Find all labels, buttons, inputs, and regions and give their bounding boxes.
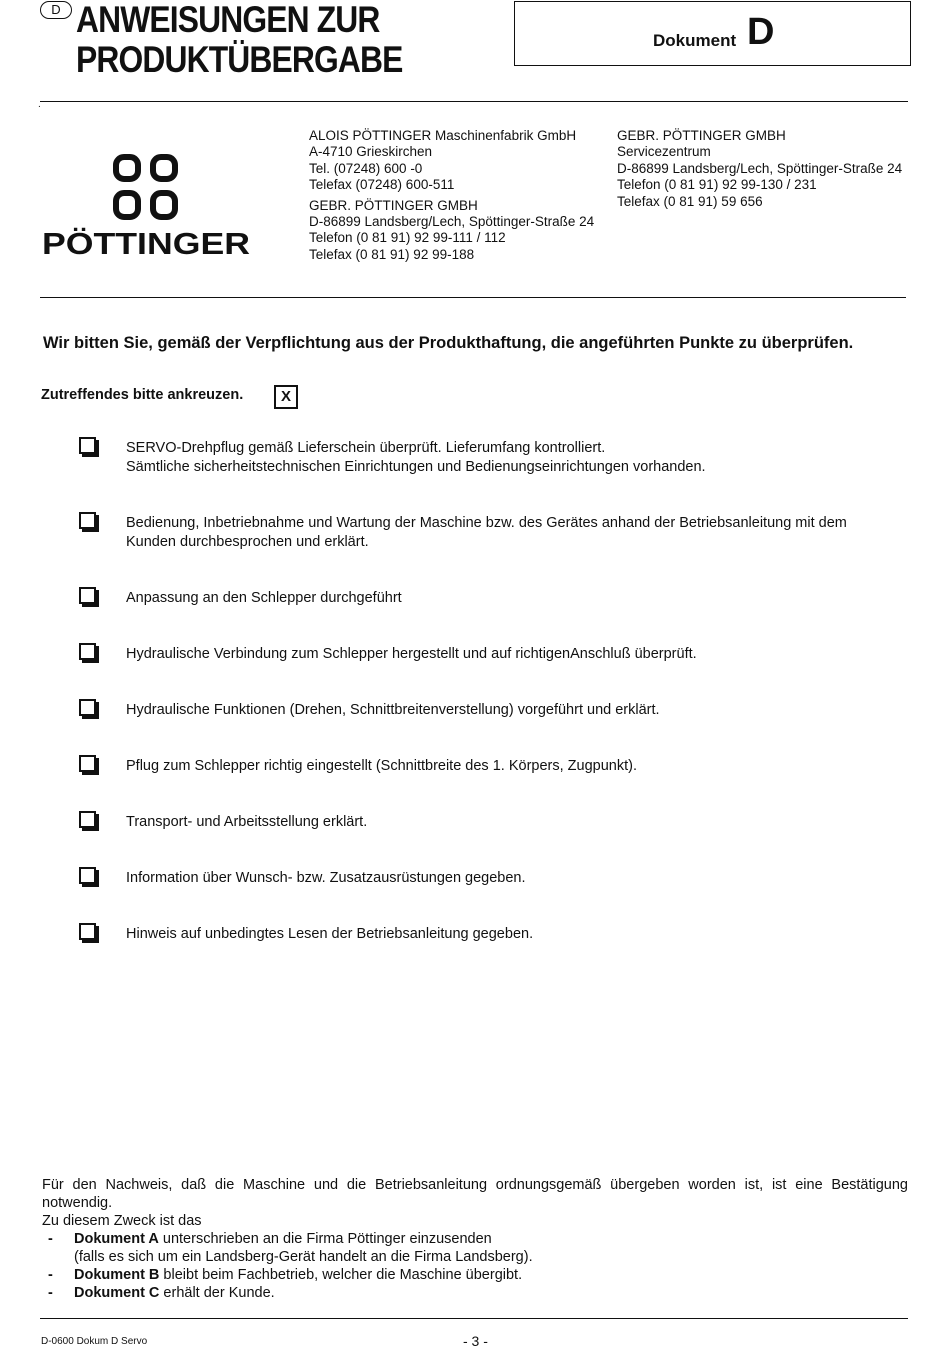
- document-c-label: Dokument C: [74, 1285, 160, 1301]
- checkbox[interactable]: [79, 923, 96, 940]
- checkbox[interactable]: [79, 437, 96, 454]
- checklist-text: Kunden durchbesprochen und erklärt.: [126, 534, 369, 550]
- document-a-note: (falls es sich um ein Landsberg-Gerät handelt an die Firma Landsberg).: [74, 1249, 533, 1265]
- document-a-text: unterschrieben an die Firma Pöttinger einzusenden: [158, 1231, 492, 1247]
- document-instruction-a: [42, 1230, 908, 1266]
- closing-paragraph: Für den Nachweis, daß die Maschine und die Betriebsanleitung ordnungsgemäß übergeben worden ist, ist eine Bestätigung notwendig.: [42, 1177, 908, 1211]
- stray-mark: .: [38, 99, 41, 110]
- title-line-1: ANWEISUNGEN ZUR: [76, 0, 380, 40]
- checklist-text: Hydraulische Verbindung zum Schlepper hergestellt und auf richtigenAnschluß überprüft.: [126, 646, 697, 662]
- closing-lead: Zu diesem Zweck ist das: [42, 1213, 202, 1229]
- document-letter: D: [747, 11, 775, 53]
- address-line: D-86899 Landsberg/Lech, Spöttinger-Straße 24: [309, 214, 595, 230]
- footer-document-code: D-0600 Dokum D Servo: [41, 1336, 148, 1347]
- address-line: Telefon (0 81 91) 92 99-130 / 231: [617, 177, 817, 193]
- document-id-box: [514, 1, 911, 66]
- document-label: Dokument: [653, 31, 737, 50]
- address-line: ALOIS PÖTTINGER Maschinenfabrik GmbH: [309, 128, 577, 143]
- header-divider: [40, 101, 908, 102]
- checklist-text: Pflug zum Schlepper richtig eingestellt (Schnittbreite des 1. Körpers, Zugpunkt).: [126, 758, 637, 774]
- checkbox[interactable]: [79, 512, 96, 529]
- page-title: [76, 0, 403, 80]
- document-b-text: bleibt beim Fachbetrieb, welcher die Maschine übergibt.: [159, 1267, 523, 1283]
- address-service-center: [617, 128, 902, 210]
- checkbox[interactable]: [79, 755, 96, 772]
- address-line: A-4710 Grieskirchen: [309, 144, 433, 160]
- address-line: Telefon (0 81 91) 92 99-111 / 112: [309, 230, 506, 246]
- list-dash: -: [48, 1231, 53, 1247]
- checklist-text: Sämtliche sicherheitstechnischen Einrichtungen und Bedienungseinrichtungen vorhanden.: [126, 459, 706, 475]
- title-line-2: PRODUKTÜBERGABE: [76, 39, 403, 80]
- intro-statement: Wir bitten Sie, gemäß der Verpflichtung aus der Produkthaftung, die angeführten Punkte zu überprüfen.: [43, 334, 854, 352]
- checklist-text: Hinweis auf unbedingtes Lesen der Betriebsanleitung gegeben.: [126, 926, 534, 942]
- address-line: Telefax (0 81 91) 92 99-188: [309, 246, 475, 262]
- document-a-label: Dokument A: [74, 1231, 159, 1247]
- address-line: GEBR. PÖTTINGER GMBH: [617, 128, 786, 143]
- checkbox[interactable]: [79, 699, 96, 716]
- address-austria-landsberg: [309, 128, 594, 263]
- address-line: Servicezentrum: [617, 144, 711, 160]
- address-line: D-86899 Landsberg/Lech, Spöttinger-Straße 24: [617, 160, 903, 176]
- checkbox[interactable]: [79, 643, 96, 660]
- address-divider: [40, 297, 906, 298]
- tick-example-box: X: [274, 385, 298, 409]
- checkbox[interactable]: [79, 867, 96, 884]
- checklist-text: Bedienung, Inbetriebnahme und Wartung der Maschine bzw. des Gerätes anhand der Betriebsanleitung mit dem: [126, 515, 847, 531]
- closing-section: [42, 1176, 908, 1302]
- address-line: Telefax (07248) 600-511: [309, 177, 455, 193]
- checklist-text: SERVO-Drehpflug gemäß Lieferschein überprüft. Lieferumfang kontrolliert.: [126, 440, 606, 456]
- page-number: - 3 -: [463, 1333, 488, 1349]
- document-instruction-c: [42, 1284, 908, 1302]
- checklist-text: Transport- und Arbeitsstellung erklärt.: [126, 814, 368, 830]
- address-line: GEBR. PÖTTINGER GMBH: [309, 197, 478, 213]
- checklist-text: Anpassung an den Schlepper durchgeführt: [126, 590, 402, 606]
- document-b-label: Dokument B: [74, 1267, 160, 1283]
- address-line: Telefax (0 81 91) 59 656: [617, 193, 763, 209]
- list-dash: -: [48, 1285, 53, 1301]
- checkbox[interactable]: [79, 587, 96, 604]
- footer-divider: [40, 1318, 908, 1319]
- tick-instruction: Zutreffendes bitte ankreuzen.: [41, 387, 244, 403]
- checklist-text: Hydraulische Funktionen (Drehen, Schnittbreitenverstellung) vorgeführt und erklärt.: [126, 702, 660, 718]
- language-badge: D: [40, 1, 72, 19]
- checklist-text: Information über Wunsch- bzw. Zusatzausrüstungen gegeben.: [126, 870, 526, 886]
- list-dash: -: [48, 1267, 53, 1283]
- document-c-text: erhält der Kunde.: [159, 1285, 275, 1301]
- checkbox[interactable]: [79, 811, 96, 828]
- document-instruction-b: [42, 1266, 908, 1284]
- brand-logo-icon: [110, 152, 182, 222]
- brand-logo-text: PÖTTINGER: [42, 226, 250, 261]
- address-line: Tel. (07248) 600 -0: [309, 160, 423, 176]
